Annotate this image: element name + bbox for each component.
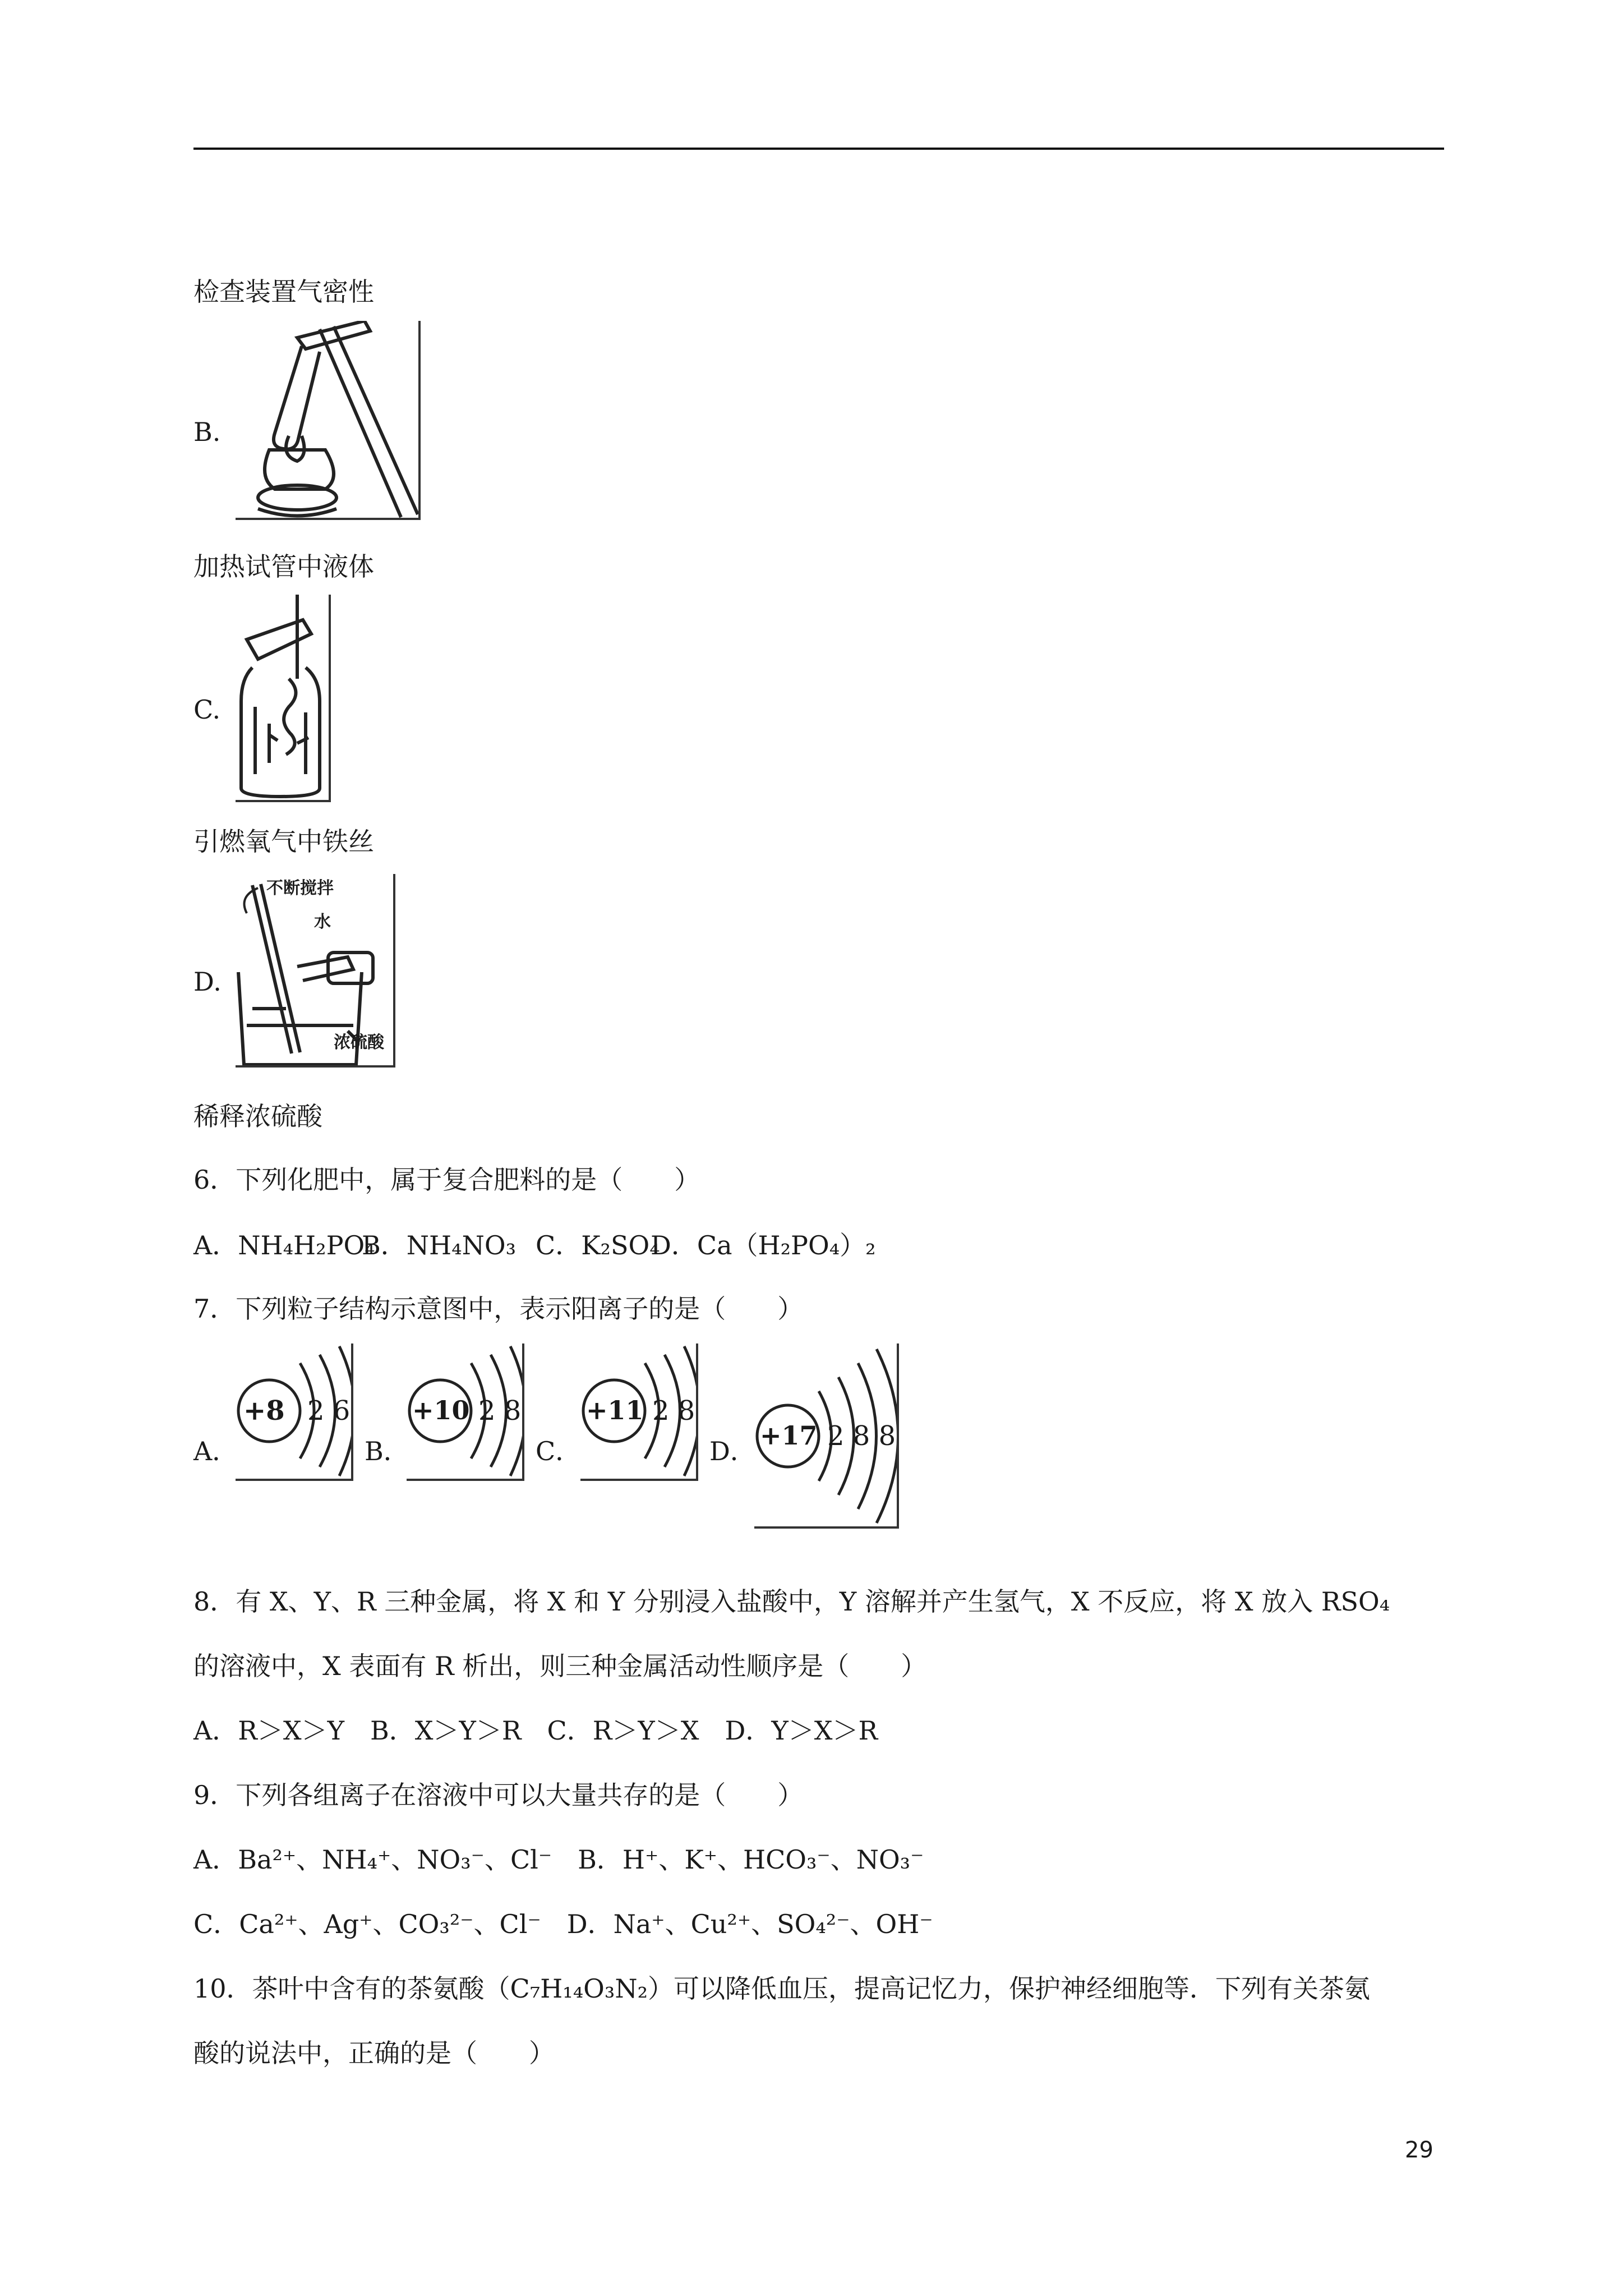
q7-stem: 7．下列粒子结构示意图中，表示阳离子的是（ ） [193, 1294, 804, 1324]
atom-b-nucleus: +10 [412, 1395, 470, 1425]
q9-stem: 9．下列各组离子在溶液中可以大量共存的是（ ） [193, 1780, 804, 1810]
oxygen-iron-wire-figure [236, 595, 331, 802]
header-rule [193, 148, 1444, 150]
q10-line1: 10．茶叶中含有的茶氨酸（C₇H₁₄O₃N₂）可以降低血压，提高记忆力，保护神经细胞等．下列有关茶氨 [193, 1973, 1371, 2004]
option-c-label: C. [193, 694, 221, 725]
q6-option-d: D．Ca（H₂PO₄）₂ [651, 1230, 876, 1260]
q6-stem: 6．下列化肥中，属于复合肥料的是（ ） [193, 1165, 700, 1195]
q6-option-b: B．NH₄NO₃ [362, 1230, 517, 1260]
q7-option-c-label: C． [536, 1436, 582, 1466]
atom-diagram-a [236, 1343, 353, 1481]
option-c-caption: 引燃氧气中铁丝 [193, 826, 374, 857]
atom-d-nucleus: +17 [760, 1420, 818, 1451]
atom-c-shells: 2 8 [652, 1395, 695, 1427]
atom-d-shells: 2 8 8 [827, 1420, 896, 1452]
q7-option-b-label: B． [365, 1436, 409, 1466]
q9-options-cd: C．Ca²⁺、Ag⁺、CO₃²⁻、Cl⁻ D．Na⁺、Cu²⁺、SO₄²⁻、OH⁻ [193, 1909, 933, 1939]
option-d-label: D. [193, 967, 222, 997]
atom-c-nucleus: +11 [586, 1395, 644, 1425]
option-d-caption: 稀释浓硫酸 [193, 1101, 322, 1131]
q6-option-a: A．NH₄H₂PO₄ [193, 1230, 375, 1260]
dilute-sulfuric-acid-figure [236, 874, 395, 1068]
water-label: 水 [314, 912, 331, 932]
option-b-caption: 加热试管中液体 [193, 551, 374, 582]
q6-option-c: C．K₂SO₄ [536, 1230, 660, 1260]
atom-diagram-d [754, 1343, 899, 1529]
q8-line2: 的溶液中，X 表面有 R 析出，则三种金属活动性顺序是（ ） [193, 1651, 927, 1681]
atom-diagram-c [580, 1343, 698, 1481]
page-number: 29 [1405, 2137, 1433, 2163]
q10-line2: 酸的说法中，正确的是（ ） [193, 2038, 555, 2068]
q7-option-d-label: D． [709, 1436, 756, 1466]
stir-label: 不断搅拌 [266, 878, 334, 898]
q7-option-a-label: A． [193, 1436, 238, 1466]
option-a-caption: 检查装置气密性 [193, 277, 374, 307]
q8-line1: 8．有 X、Y、R 三种金属，将 X 和 Y 分别浸入盐酸中，Y 溶解并产生氢气，X 不反应，将 X 放入 RSO₄ [193, 1586, 1390, 1617]
q8-options: A．R＞X＞Y B．X＞Y＞R C．R＞Y＞X D．Y＞X＞R [193, 1715, 878, 1746]
conc-acid-label: 浓硫酸 [334, 1033, 384, 1052]
atom-b-shells: 2 8 [478, 1395, 522, 1427]
heating-test-tube-figure [236, 321, 421, 520]
atom-a-nucleus: +8 [243, 1395, 285, 1427]
atom-diagram-b [407, 1343, 524, 1481]
atom-a-shells: 2 6 [307, 1395, 351, 1427]
option-b-label: B. [193, 417, 221, 447]
q9-options-ab: A．Ba²⁺、NH₄⁺、NO₃⁻、Cl⁻ B．H⁺、K⁺、HCO₃⁻、NO₃⁻ [193, 1844, 924, 1875]
